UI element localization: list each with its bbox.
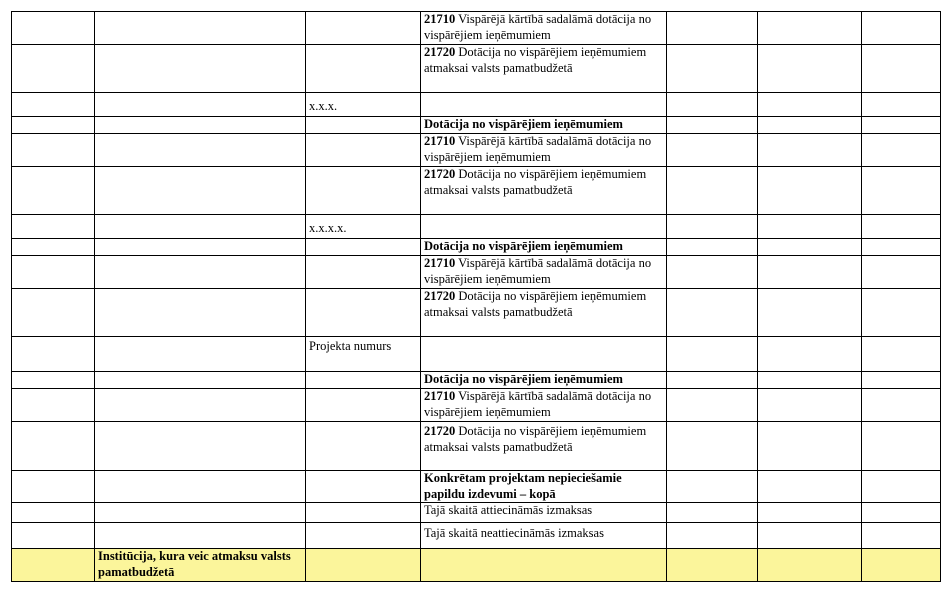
table-row: [12, 134, 941, 167]
item-cell: [421, 389, 667, 422]
table-row: [12, 45, 941, 93]
item-cell: Dotācija no vispārējiem ieņēmumiem: [421, 117, 667, 134]
table-row: [12, 289, 941, 337]
level-cell: [306, 422, 421, 471]
item-text: Vispārējā kārtībā sadalāmā dotācija no vispārējiem ieņēmumiem: [424, 256, 652, 286]
table-row: [12, 503, 941, 523]
item-text: Dotācija no vispārējiem ieņēmumiem atmaksai valsts pamatbudžetā: [424, 167, 647, 197]
institution-cell: Institūcija, kura veic atmaksu valsts pamatbudžetā: [95, 549, 306, 582]
item-cell: [421, 256, 667, 289]
item-cell: Tajā skaitā neattiecināmās izmaksas: [421, 523, 667, 549]
level-cell: [306, 167, 421, 215]
item-cell: [421, 289, 667, 337]
item-code: 21720: [424, 45, 456, 59]
item-cell: [421, 134, 667, 167]
item-text: Vispārējā kārtībā sadalāmā dotācija no vispārējiem ieņēmumiem: [424, 389, 652, 419]
level-cell: [306, 12, 421, 45]
item-code: 21710: [424, 389, 456, 403]
item-cell: [421, 45, 667, 93]
item-cell: Konkrētam projektam nepieciešamie papildu izdevumi – kopā: [421, 471, 667, 503]
item-text: Vispārējā kārtībā sadalāmā dotācija no vispārējiem ieņēmumiem: [424, 12, 652, 42]
item-cell: [421, 12, 667, 45]
item-cell: [421, 215, 667, 239]
level-cell: [306, 389, 421, 422]
level-cell: [306, 372, 421, 389]
level-cell: [306, 256, 421, 289]
level-cell: [306, 523, 421, 549]
level-cell: [306, 503, 421, 523]
item-code: 21720: [424, 289, 456, 303]
table-row: [12, 523, 941, 549]
item-code: 21720: [424, 424, 456, 438]
item-cell: Dotācija no vispārējiem ieņēmumiem: [421, 372, 667, 389]
table-row: [12, 239, 941, 256]
item-code: 21710: [424, 12, 456, 26]
table-row: [12, 422, 941, 471]
table-row: [12, 215, 941, 239]
budget-table: [11, 11, 941, 582]
item-text: Dotācija no vispārējiem ieņēmumiem atmaksai valsts pamatbudžetā: [424, 45, 647, 75]
level-cell: [306, 471, 421, 503]
level-cell: [306, 117, 421, 134]
table-row: [12, 471, 941, 503]
level-cell: [306, 289, 421, 337]
table-row: [12, 167, 941, 215]
item-cell: Tajā skaitā attiecināmās izmaksas: [421, 503, 667, 523]
item-cell: [421, 422, 667, 471]
level-cell: x.x.x.: [306, 93, 421, 117]
table-row: [12, 117, 941, 134]
table-row: [12, 372, 941, 389]
item-text: Dotācija no vispārējiem ieņēmumiem atmaksai valsts pamatbudžetā: [424, 424, 647, 454]
level-cell: x.x.x.x.: [306, 215, 421, 239]
item-cell: [421, 337, 667, 372]
item-cell: Dotācija no vispārējiem ieņēmumiem: [421, 239, 667, 256]
table-row: [12, 337, 941, 372]
level-cell: [306, 239, 421, 256]
table-row: [12, 12, 941, 45]
item-text: Vispārējā kārtībā sadalāmā dotācija no vispārējiem ieņēmumiem: [424, 134, 652, 164]
item-text: Dotācija no vispārējiem ieņēmumiem atmaksai valsts pamatbudžetā: [424, 289, 647, 319]
table-row: [12, 256, 941, 289]
level-cell: [306, 134, 421, 167]
table-row: [12, 389, 941, 422]
item-code: 21710: [424, 134, 456, 148]
table-row: [12, 93, 941, 117]
item-code: 21720: [424, 167, 456, 181]
item-code: 21710: [424, 256, 456, 270]
item-cell: [421, 167, 667, 215]
highlight-row: [12, 549, 941, 582]
item-cell: [421, 93, 667, 117]
level-cell: [306, 45, 421, 93]
level-cell: Projekta numurs: [306, 337, 421, 372]
